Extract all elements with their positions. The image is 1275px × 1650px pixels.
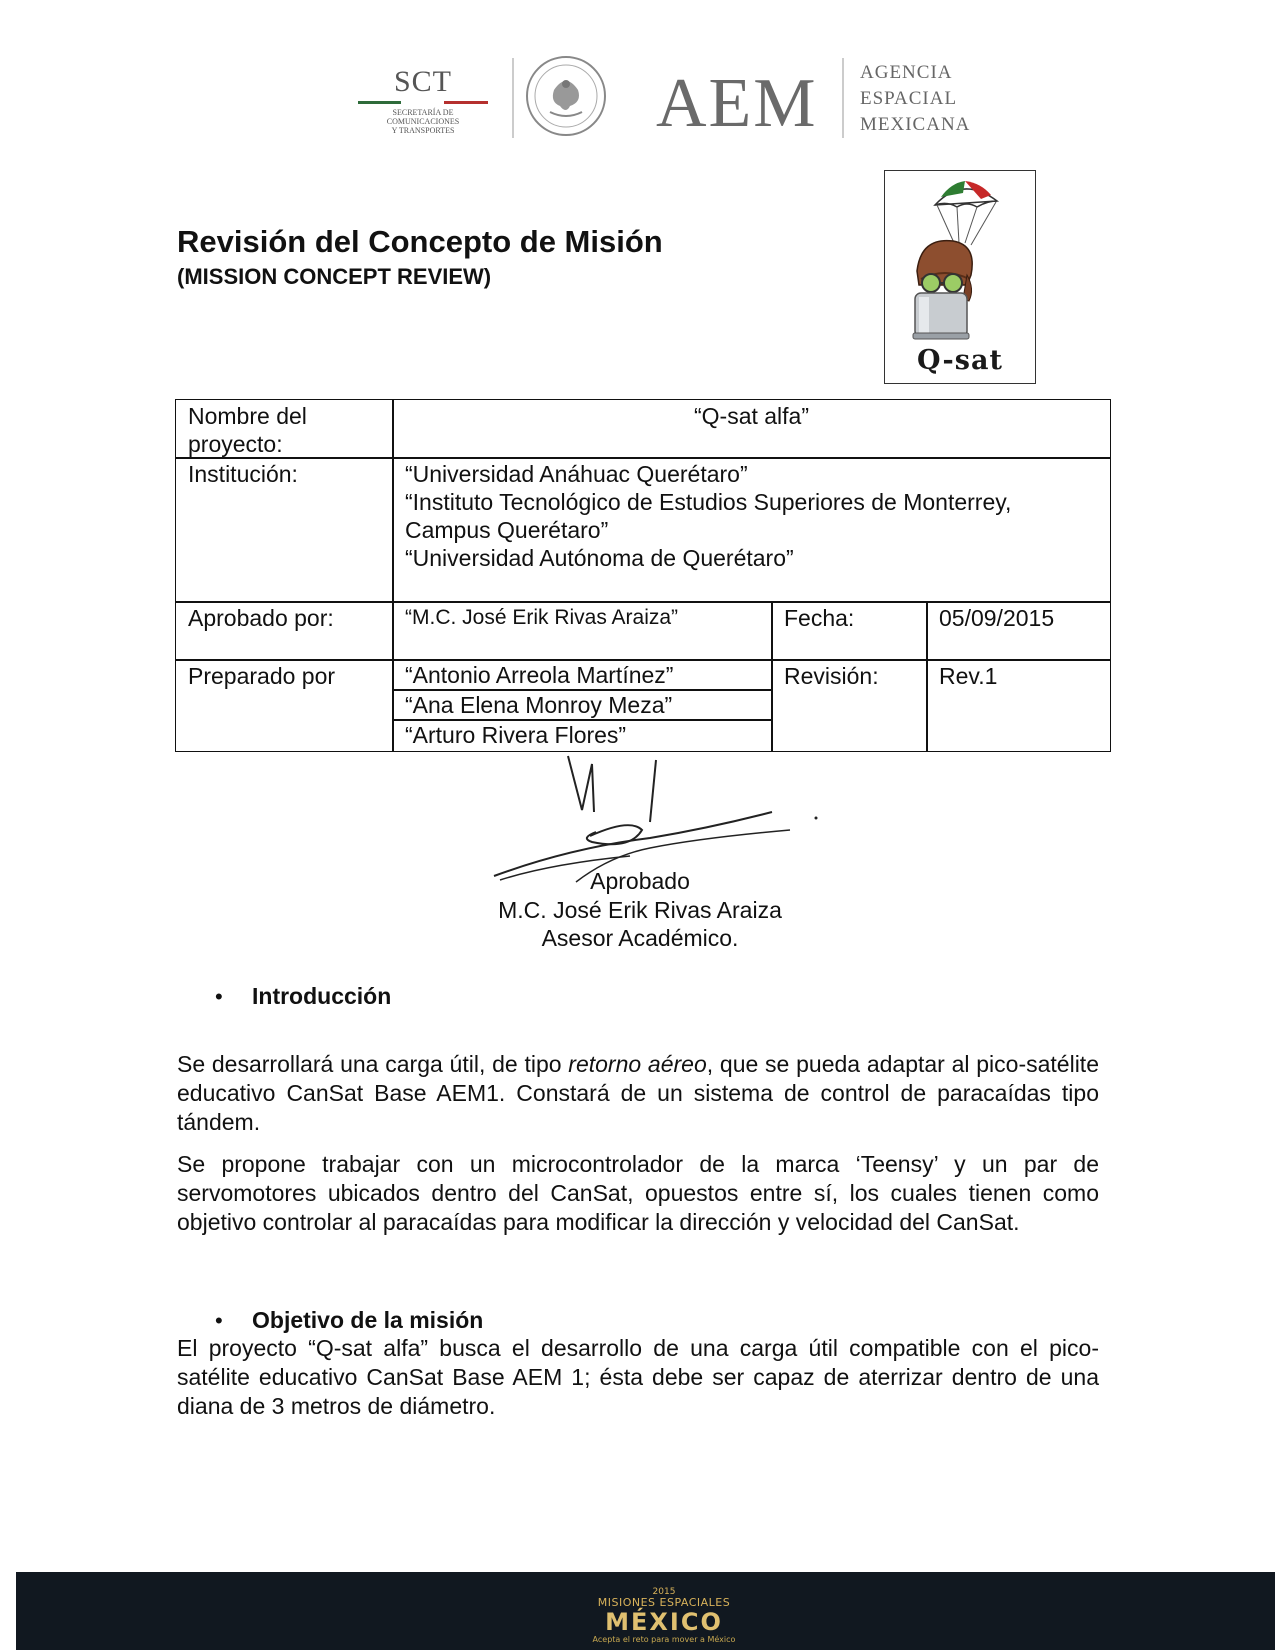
sct-tricolor-line — [358, 101, 488, 104]
revision-value: Rev.1 — [939, 663, 998, 689]
prepared-by-name: “Arturo Rivera Flores” — [405, 722, 627, 748]
approved-by-label: Aprobado por: — [188, 605, 334, 631]
project-name-value-cell — [392, 399, 1111, 459]
institution-item: “Universidad Anáhuac Querétaro” — [405, 461, 748, 487]
agency-line-3: MEXICANA — [860, 114, 971, 135]
header-divider — [842, 58, 844, 138]
intro-p1-end: , que se pueda adaptar al pico-satélite educativo CanSat Base AEM1. Constará de un sistema de control de paracaídas tipo tándem. — [177, 1051, 1099, 1135]
date-value: 05/09/2015 — [939, 605, 1055, 631]
intro-p1-start: Se desarrollará una carga útil, de tipo — [177, 1051, 569, 1077]
project-name-label-cell — [175, 399, 394, 459]
prepared-by-cell — [392, 689, 773, 721]
sct-line-1: SECRETARÍA DE — [392, 108, 454, 117]
bullet-icon: • — [215, 984, 223, 1009]
prepared-by-label-cell — [175, 659, 394, 752]
institution-item: “Universidad Autónoma de Querétaro” — [405, 545, 794, 571]
institution-item: “Instituto Tecnológico de Estudios Superiores de Monterrey, Campus Querétaro” — [405, 489, 1012, 543]
objective-heading: Objetivo de la misión — [252, 1307, 484, 1333]
prepared-by-cell — [392, 719, 773, 752]
agency-line-1: AGENCIA — [860, 62, 953, 83]
footer-misiones: MISIONES ESPACIALES — [597, 1596, 731, 1609]
revision-label-cell — [771, 659, 928, 752]
prepared-by-name: “Ana Elena Monroy Meza” — [405, 692, 673, 718]
header-divider — [512, 58, 514, 138]
sct-abbrev: SCT — [393, 65, 453, 98]
institution-label: Institución: — [188, 461, 298, 487]
sct-line-3: Y TRANSPORTES — [391, 126, 455, 135]
mexico-seal-icon — [524, 54, 608, 138]
prepared-by-cell — [392, 659, 773, 691]
project-info-table — [175, 399, 1111, 752]
approved-by-value-cell — [392, 601, 773, 661]
institution-label-cell — [175, 457, 394, 603]
sct-line-2: COMUNICACIONES — [386, 117, 460, 126]
signature-role: Asesor Académico. — [541, 925, 739, 951]
prepared-by-name: “Antonio Arreola Martínez” — [405, 662, 674, 688]
project-name-value: “Q-sat alfa” — [693, 403, 810, 429]
date-value-cell — [926, 601, 1111, 661]
qsat-logo — [884, 170, 1036, 384]
revision-label: Revisión: — [784, 663, 879, 689]
aem-abbrev: AEM — [656, 65, 818, 142]
revision-value-cell — [926, 659, 1111, 752]
sct-logo — [358, 66, 488, 135]
agency-name — [860, 60, 970, 138]
signature-name: M.C. José Erik Rivas Araiza — [498, 897, 782, 923]
document-title: Revisión del Concepto de Misión — [177, 224, 663, 259]
agency-line-2: ESPACIAL — [860, 88, 958, 109]
misiones-espaciales-logo — [584, 1587, 744, 1645]
bullet-icon: • — [215, 1308, 223, 1333]
institution-value-cell — [392, 457, 1111, 603]
footer-year: 2015 — [652, 1587, 676, 1597]
prepared-by-label: Preparado por — [188, 663, 336, 689]
footer-tagline: Acepta el reto para mover a México — [592, 1635, 736, 1644]
project-name-label: Nombre del proyecto: — [188, 403, 307, 457]
signature-approved-label: Aprobado — [590, 868, 690, 894]
approved-by-value: “M.C. José Erik Rivas Araiza” — [405, 606, 679, 629]
document-subtitle: (MISSION CONCEPT REVIEW) — [177, 264, 492, 289]
date-label-cell — [771, 601, 928, 661]
qsat-logo-text: Q-sat — [917, 345, 1003, 376]
intro-paragraph-2: Se propone trabajar con un microcontrolador de la marca ‘Teensy’ y un par de servomotores ubicados dentro del CanSat, opuestos entre sí, los cuales tienen como objetivo controlar al paracaídas para modificar la dirección y velocidad del CanSat. — [177, 1151, 1099, 1235]
objective-paragraph: El proyecto “Q-sat alfa” busca el desarrollo de una carga útil compatible con el pico-satélite educativo CanSat Base AEM 1; ésta debe ser capaz de aterrizar dentro de una diana de 3 metros de diámetro. — [177, 1335, 1099, 1419]
intro-paragraph-1 — [177, 1050, 1099, 1137]
footer-mexico: MÉXICO — [605, 1608, 723, 1636]
approved-by-label-cell — [175, 601, 394, 661]
intro-heading: Introducción — [252, 983, 392, 1009]
date-label: Fecha: — [784, 605, 855, 631]
intro-p1-emphasis: retorno aéreo — [568, 1051, 707, 1077]
